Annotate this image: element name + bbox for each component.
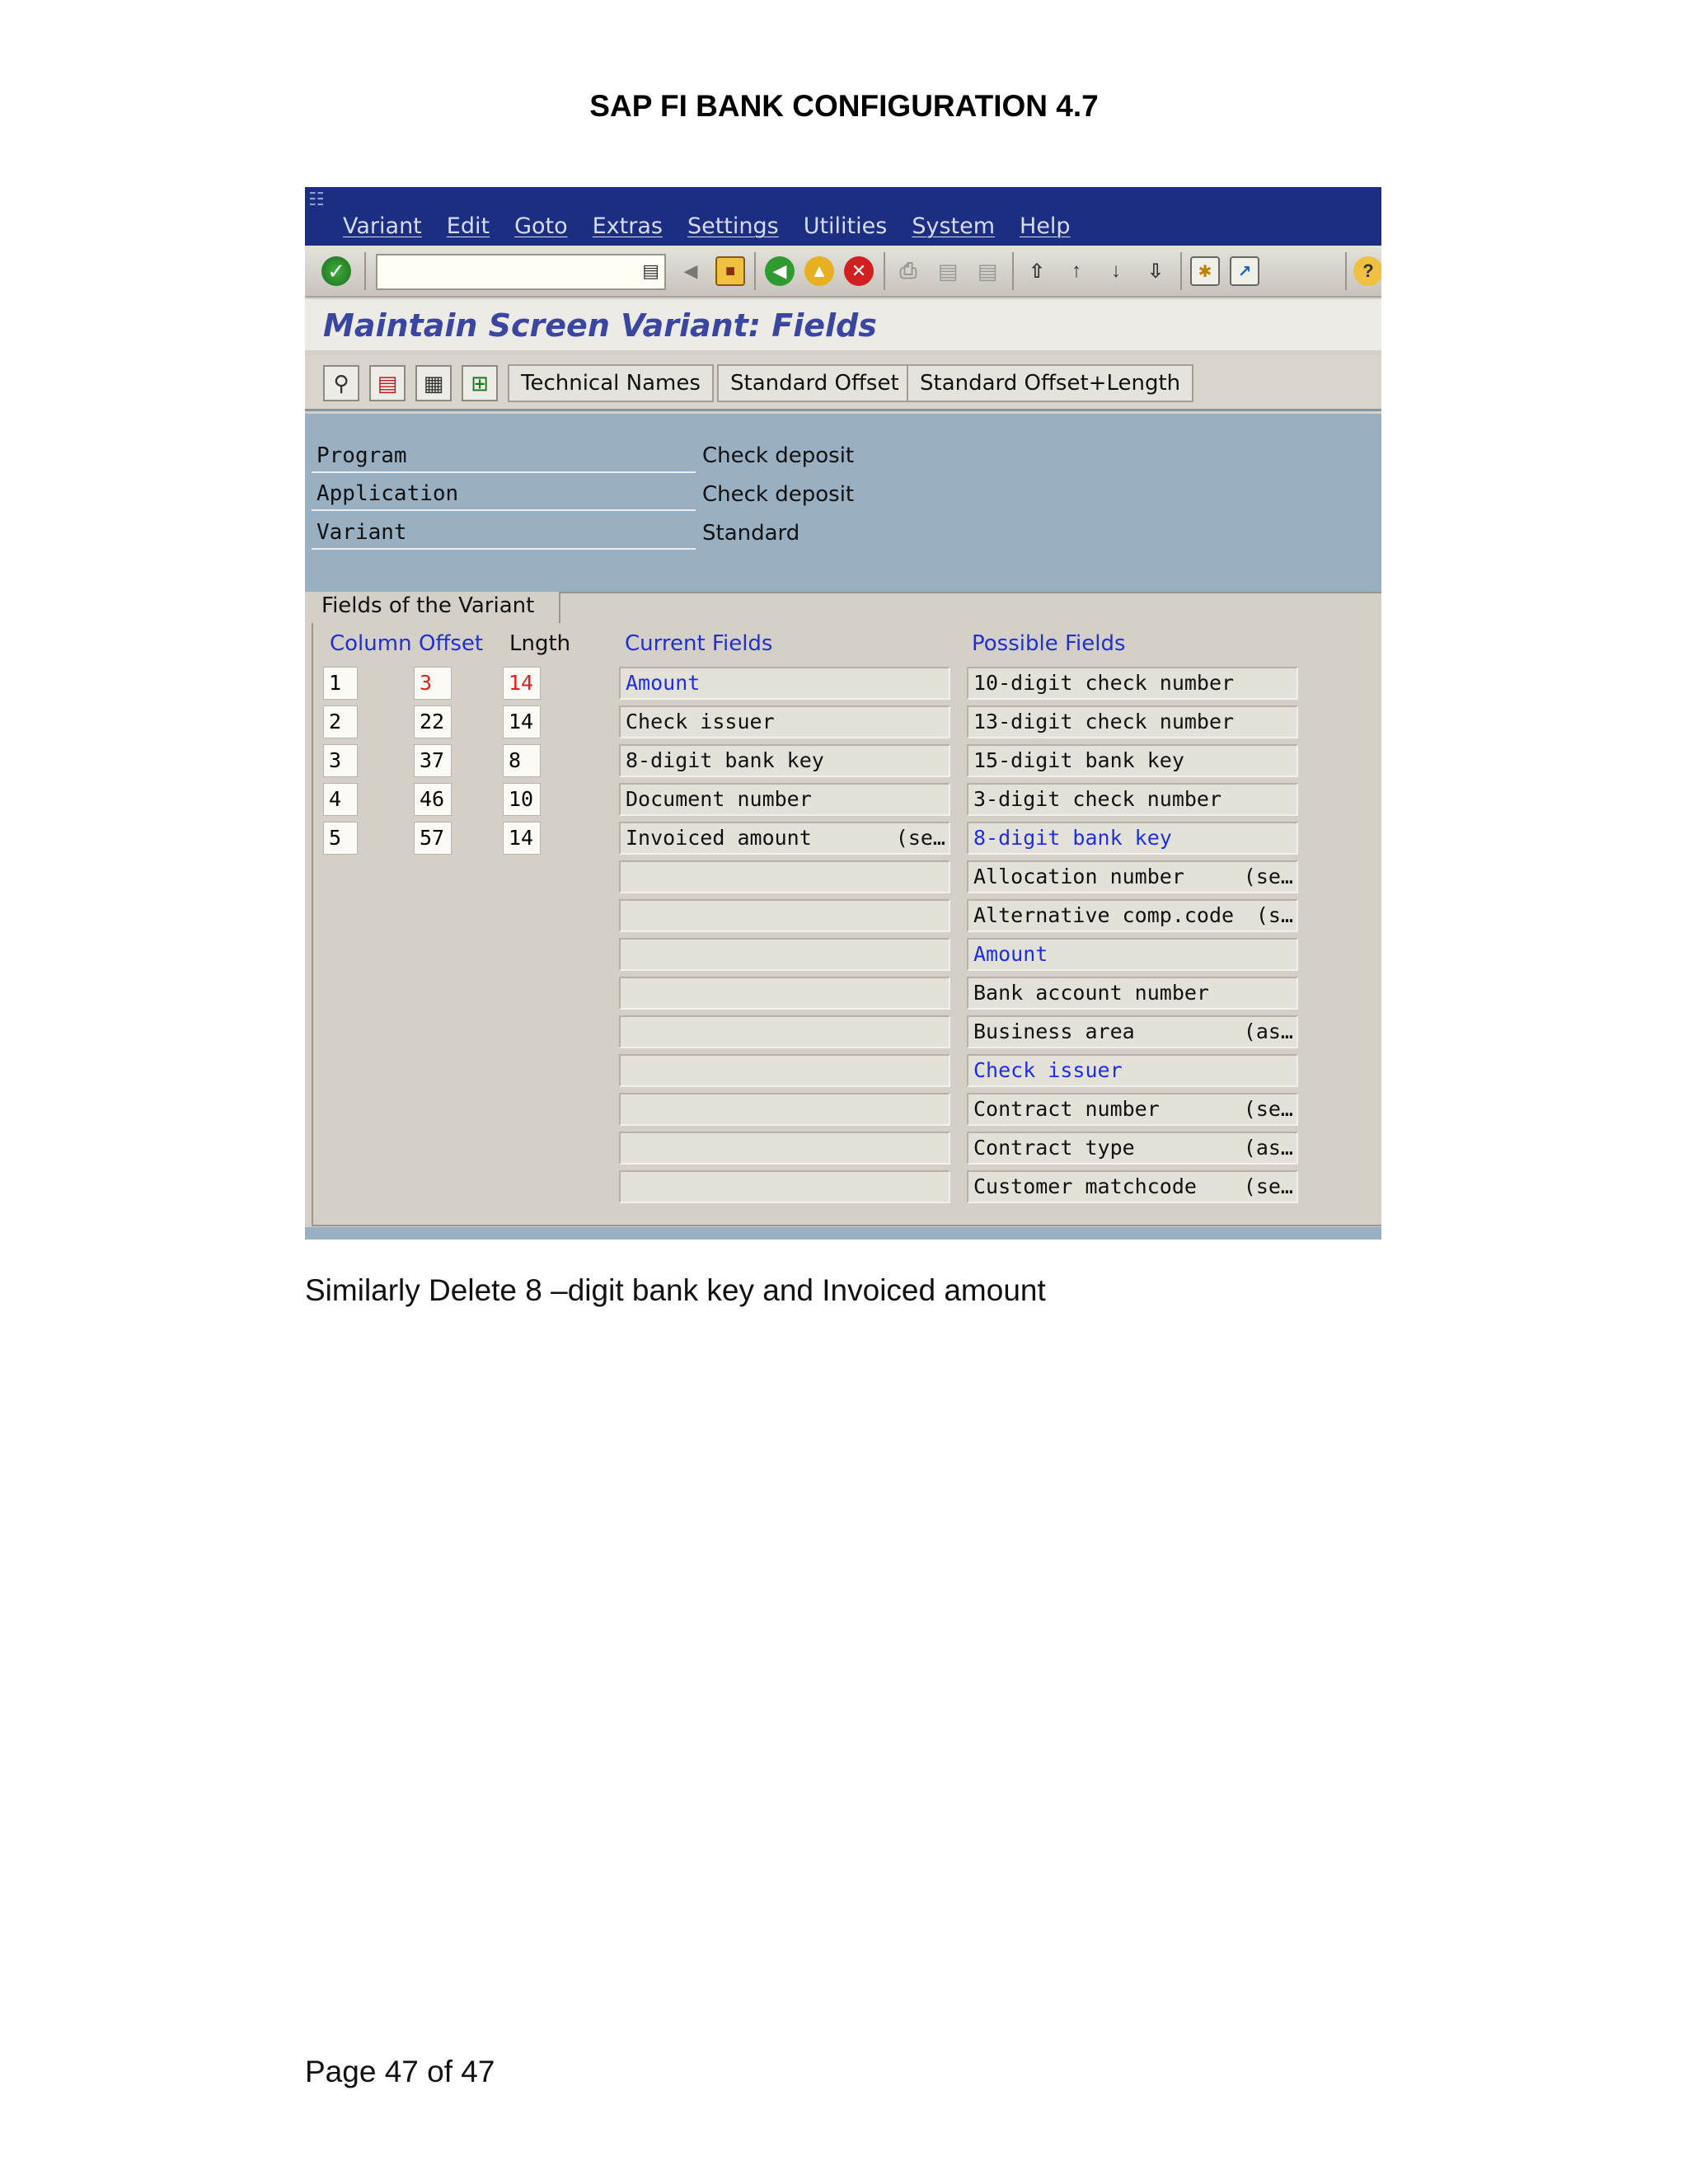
back-arrow-icon[interactable]: ◀ xyxy=(683,260,698,281)
current-field-suffix: (se… xyxy=(895,826,945,850)
length-cell[interactable]: 10 xyxy=(503,783,541,816)
standard-offset-length-button[interactable]: Standard Offset+Length xyxy=(907,364,1193,402)
possible-field[interactable] xyxy=(967,667,1298,700)
first-page-icon[interactable]: ⇧ xyxy=(1028,260,1046,283)
possible-field[interactable] xyxy=(967,783,1298,816)
column-cell[interactable]: 5 xyxy=(323,822,358,855)
offset-header: Offset xyxy=(419,631,484,656)
toolbar-separator xyxy=(884,252,885,290)
menu-settings[interactable]: Settings xyxy=(687,213,779,239)
current-field[interactable] xyxy=(619,667,950,700)
possible-field-label: 13-digit check number xyxy=(973,710,1235,733)
insert-icon[interactable]: ⊞ xyxy=(462,365,498,401)
current-field-empty[interactable] xyxy=(619,1054,950,1087)
find-icon[interactable]: ▤ xyxy=(937,258,959,284)
length-cell[interactable]: 14 xyxy=(503,667,541,700)
previous-page-icon[interactable]: ↑ xyxy=(1071,260,1081,282)
create-shortcut-icon[interactable]: ↗ xyxy=(1230,256,1259,286)
possible-field-label: Amount xyxy=(973,942,1048,966)
offset-cell[interactable]: 22 xyxy=(414,705,452,738)
current-field[interactable] xyxy=(619,783,950,816)
menu-goto[interactable]: Goto xyxy=(514,213,568,239)
current-field-empty[interactable] xyxy=(619,860,950,893)
possible-field[interactable] xyxy=(967,1132,1298,1165)
title-bar xyxy=(305,299,1381,350)
possible-field[interactable] xyxy=(967,705,1298,738)
possible-field[interactable] xyxy=(967,938,1298,971)
column-header: Column xyxy=(330,631,412,656)
length-cell[interactable]: 14 xyxy=(503,822,541,855)
length-cell[interactable]: 8 xyxy=(503,744,541,777)
column-cell[interactable]: 4 xyxy=(323,783,358,816)
create-session-icon[interactable]: ✱ xyxy=(1190,256,1220,286)
standard-offset-button[interactable]: Standard Offset xyxy=(717,364,912,402)
current-field-label: Amount xyxy=(626,671,701,695)
possible-field[interactable] xyxy=(967,822,1298,855)
offset-cell[interactable]: 3 xyxy=(414,667,452,700)
toolbar-separator xyxy=(364,252,366,290)
command-field[interactable] xyxy=(376,254,666,290)
possible-field-suffix: (se… xyxy=(1243,1174,1293,1198)
possible-field-label: Alternative comp.code xyxy=(973,903,1235,927)
possible-field[interactable] xyxy=(967,1015,1298,1048)
current-fields-header: Current Fields xyxy=(625,631,773,656)
length-header: Lngth xyxy=(509,631,571,656)
bottom-strip xyxy=(305,1227,1381,1240)
save-icon[interactable]: ■ xyxy=(715,256,745,286)
print-icon[interactable]: ⎙ xyxy=(899,258,917,283)
possible-field[interactable] xyxy=(967,1093,1298,1126)
possible-field[interactable] xyxy=(967,744,1298,777)
possible-field[interactable] xyxy=(967,977,1298,1010)
possible-field-suffix: (se… xyxy=(1243,865,1293,888)
possible-field[interactable] xyxy=(967,860,1298,893)
application-value: Check deposit xyxy=(702,482,855,507)
cancel-icon[interactable]: ✕ xyxy=(844,256,874,286)
possible-field-suffix: (as… xyxy=(1243,1019,1293,1043)
possible-field-label: 10-digit check number xyxy=(973,671,1235,695)
program-label: Program xyxy=(312,438,696,473)
current-field-empty[interactable] xyxy=(619,1170,950,1203)
last-page-icon[interactable]: ⇩ xyxy=(1146,260,1165,283)
possible-field-label: Customer matchcode xyxy=(973,1174,1197,1198)
variant-header xyxy=(305,414,1381,592)
possible-field[interactable] xyxy=(967,899,1298,932)
find-next-icon[interactable]: ▤ xyxy=(977,258,998,284)
toolbar-separator xyxy=(754,252,756,290)
menu-bar xyxy=(305,187,1381,246)
possible-field-label: Check issuer xyxy=(973,1058,1123,1082)
column-cell[interactable]: 2 xyxy=(323,705,358,738)
toolbar-separator xyxy=(1012,252,1014,290)
window-menu-icon[interactable]: ☷ xyxy=(308,189,325,209)
toolbar-separator xyxy=(1345,252,1347,290)
possible-field-label: 8-digit bank key xyxy=(973,826,1172,850)
standard-toolbar xyxy=(305,246,1381,298)
current-field-label: Invoiced amount xyxy=(626,826,812,850)
menu-edit[interactable]: Edit xyxy=(446,213,490,239)
toolbar-separator xyxy=(1180,252,1182,290)
application-label: Application xyxy=(312,476,696,511)
menu-extras[interactable]: Extras xyxy=(592,213,663,239)
menu-help[interactable]: Help xyxy=(1020,213,1071,239)
column-cell[interactable]: 3 xyxy=(323,744,358,777)
possible-field-label: Contract number xyxy=(973,1097,1160,1121)
menu-items xyxy=(343,213,1071,239)
enter-check-icon[interactable]: ✓ xyxy=(321,256,351,286)
possible-field-label: Contract type xyxy=(973,1136,1135,1160)
possible-field-label: Bank account number xyxy=(973,981,1209,1005)
offset-cell[interactable]: 37 xyxy=(414,744,452,777)
possible-field-label: Business area xyxy=(973,1019,1135,1043)
current-field-empty[interactable] xyxy=(619,1093,950,1126)
current-field-empty[interactable] xyxy=(619,899,950,932)
offset-cell[interactable]: 46 xyxy=(414,783,452,816)
select-block-icon[interactable]: ▦ xyxy=(415,365,452,401)
possible-field[interactable] xyxy=(967,1054,1298,1087)
program-value: Check deposit xyxy=(702,443,855,468)
current-field[interactable] xyxy=(619,744,950,777)
menu-variant[interactable]: Variant xyxy=(343,213,422,239)
current-field[interactable] xyxy=(619,822,950,855)
help-icon[interactable]: ? xyxy=(1353,256,1381,286)
fields-of-variant-area xyxy=(305,592,1381,1240)
current-field[interactable] xyxy=(619,705,950,738)
next-page-icon[interactable]: ↓ xyxy=(1111,260,1121,282)
menu-utilities[interactable]: Utilities xyxy=(803,213,888,239)
possible-fields-header: Possible Fields xyxy=(972,631,1126,656)
instruction-caption: Similarly Delete 8 –digit bank key and Invoiced amount xyxy=(305,1273,1046,1307)
screen-title: Maintain Screen Variant: Fields xyxy=(323,307,877,344)
current-field-label: 8-digit bank key xyxy=(626,748,824,772)
possible-field-label: 15-digit bank key xyxy=(973,748,1184,772)
back-icon[interactable]: ◀ xyxy=(765,256,795,286)
page-footer: Page 47 of 47 xyxy=(305,2055,495,2088)
exit-icon[interactable]: ▲ xyxy=(804,256,834,286)
variant-label: Variant xyxy=(312,515,696,550)
sap-screenshot xyxy=(305,187,1381,1240)
delete-icon[interactable]: ▤ xyxy=(369,365,406,401)
column-cell[interactable]: 1 xyxy=(323,667,358,700)
command-history-icon[interactable]: ▤ xyxy=(642,260,659,281)
technical-names-button[interactable]: Technical Names xyxy=(508,364,714,402)
possible-field[interactable] xyxy=(967,1170,1298,1203)
offset-cell[interactable]: 57 xyxy=(414,822,452,855)
menu-system[interactable]: System xyxy=(912,213,996,239)
possible-field-label: 3-digit check number xyxy=(973,787,1222,811)
current-field-empty[interactable] xyxy=(619,977,950,1010)
display-icon[interactable]: ⚲ xyxy=(323,365,359,401)
current-field-label: Check issuer xyxy=(626,710,775,733)
current-field-label: Document number xyxy=(626,787,812,811)
application-toolbar xyxy=(305,355,1381,411)
fields-group-title: Fields of the Variant xyxy=(312,592,560,623)
variant-value: Standard xyxy=(702,521,800,546)
possible-field-suffix: (s… xyxy=(1255,903,1293,927)
current-field-empty[interactable] xyxy=(619,1015,950,1048)
possible-field-label: Allocation number xyxy=(973,865,1184,888)
document-title: SAP FI BANK CONFIGURATION 4.7 xyxy=(589,89,1099,123)
length-cell[interactable]: 14 xyxy=(503,705,541,738)
possible-field-suffix: (as… xyxy=(1243,1136,1293,1160)
current-field-empty[interactable] xyxy=(619,1132,950,1165)
possible-field-suffix: (se… xyxy=(1243,1097,1293,1121)
current-field-empty[interactable] xyxy=(619,938,950,971)
